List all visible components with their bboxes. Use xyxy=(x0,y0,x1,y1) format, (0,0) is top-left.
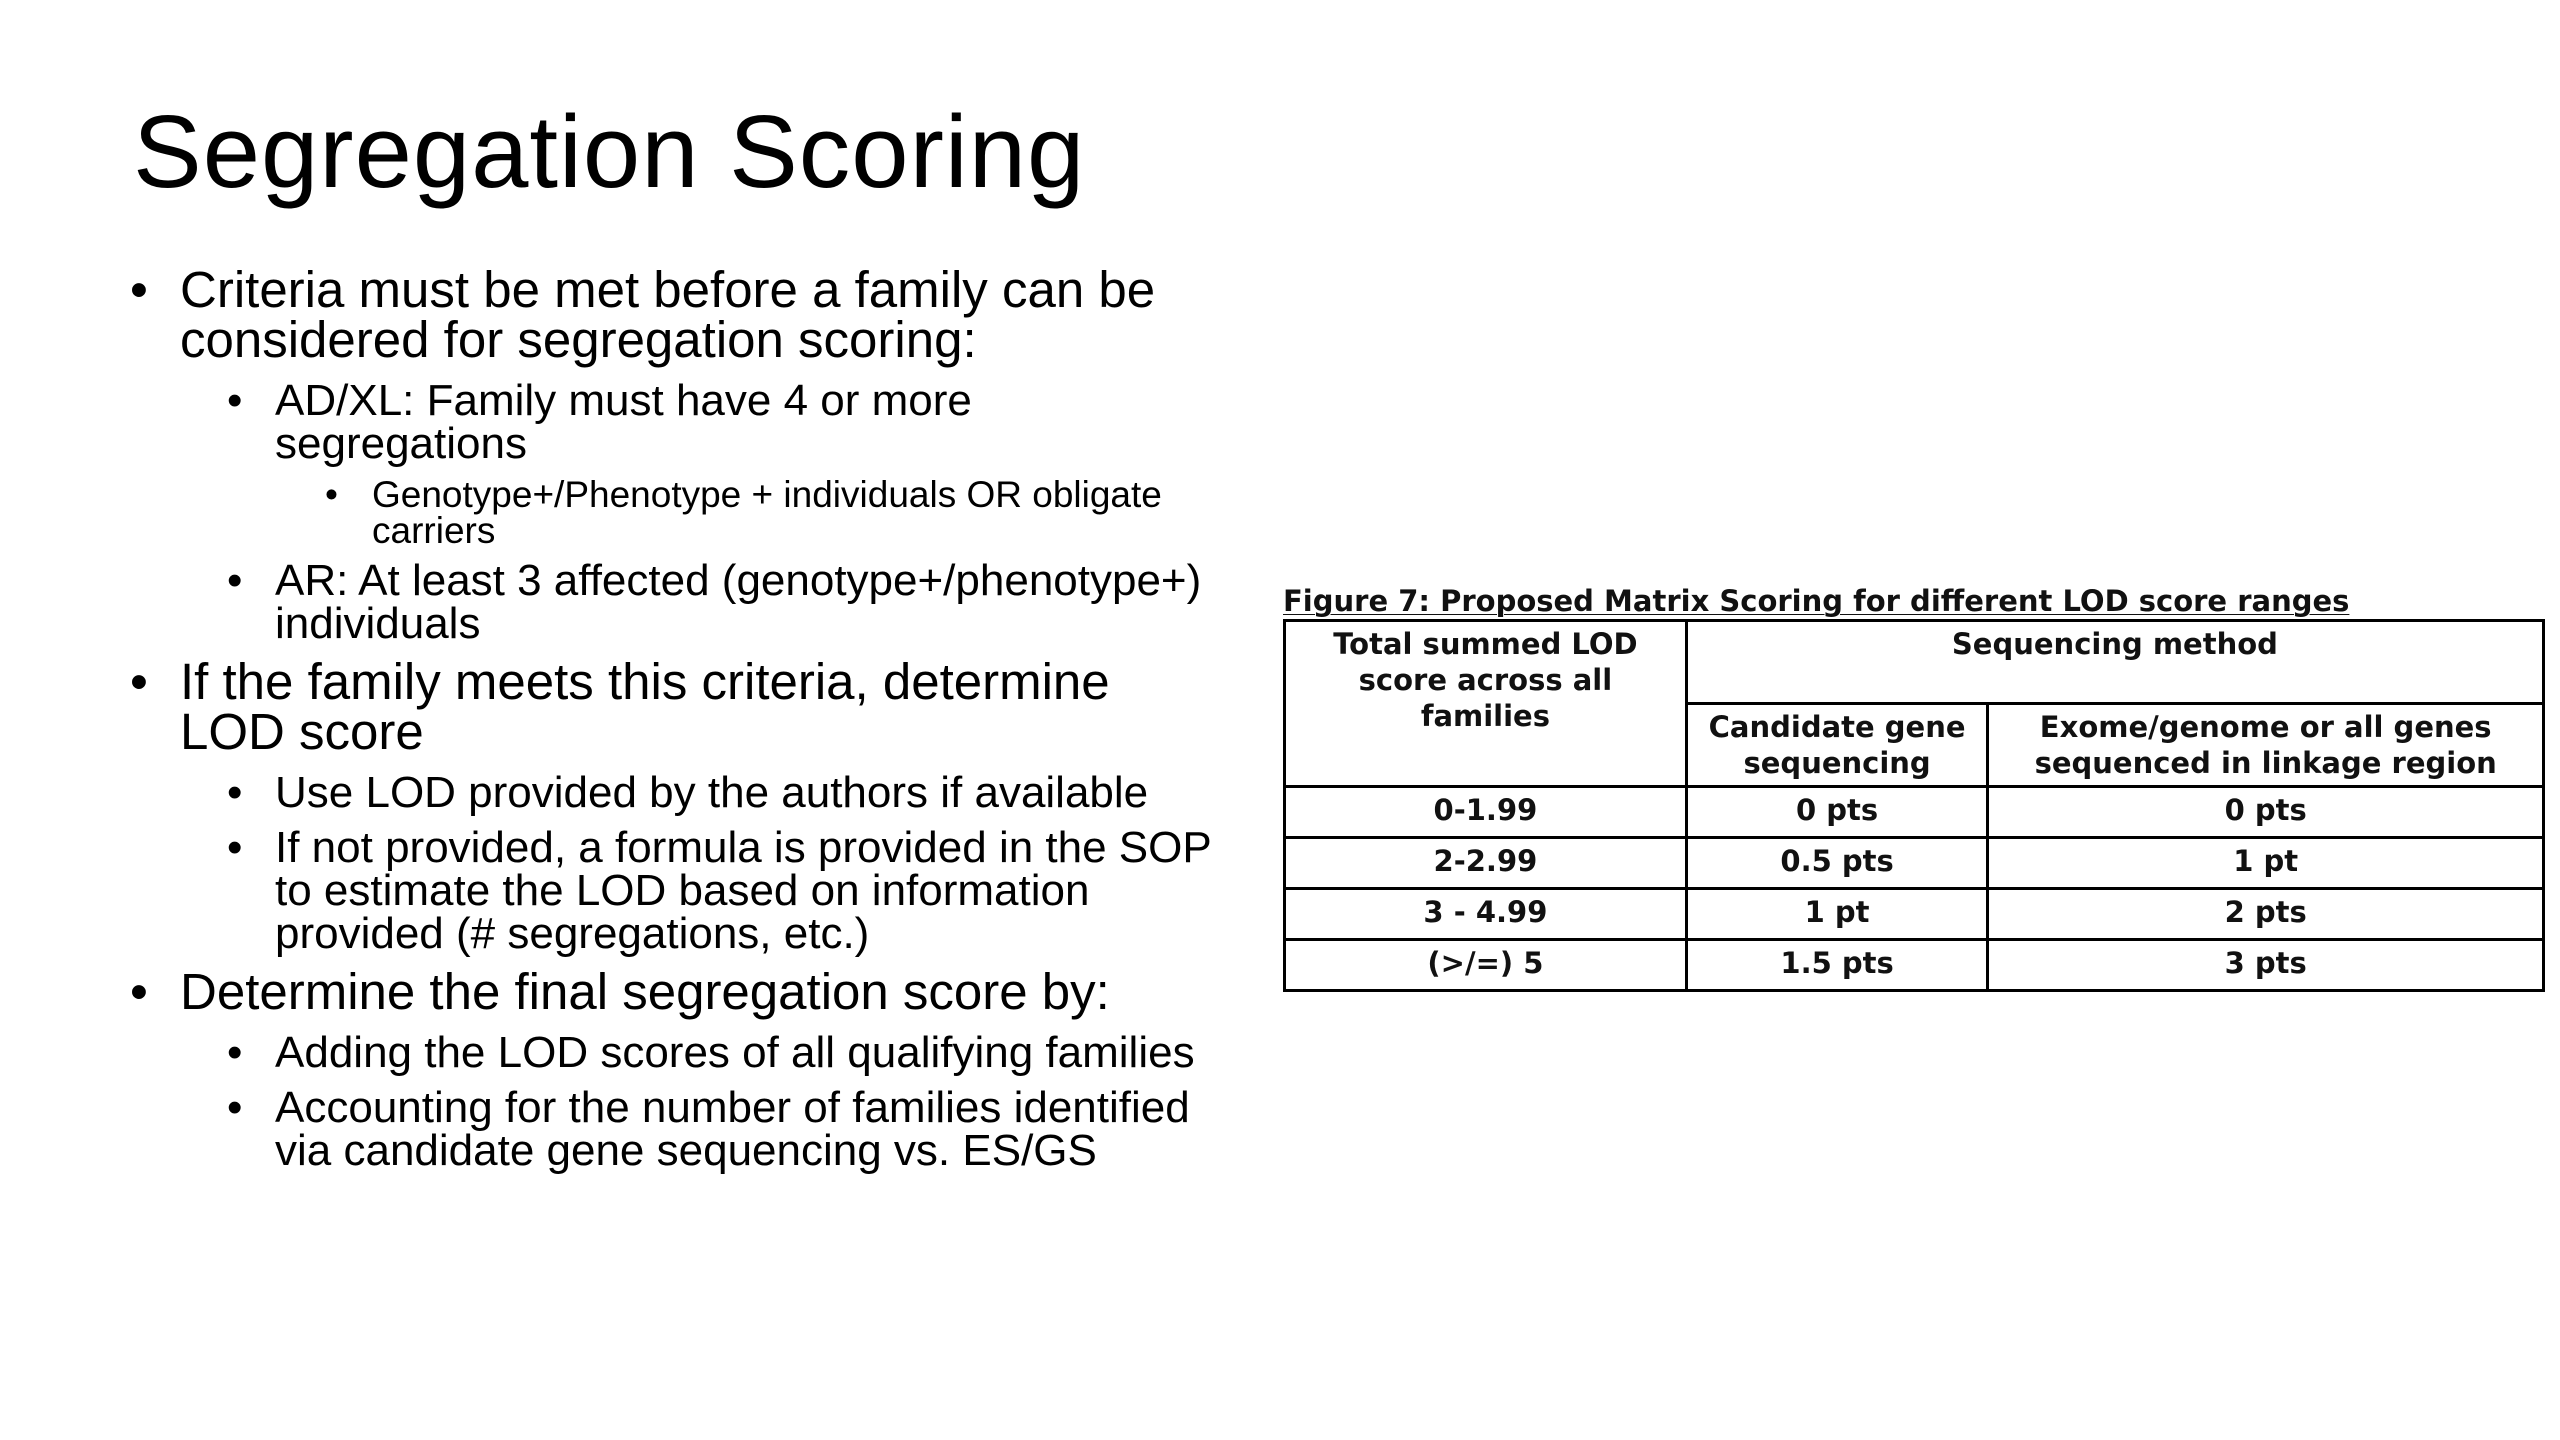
candidate-score-cell: 1.5 pts xyxy=(1686,940,1988,991)
bullet-icon: • xyxy=(130,261,148,318)
bullet-text: Criteria must be met before a family can be considered for segregation scoring: xyxy=(180,261,1156,368)
bullet-text: Accounting for the number of families identified via candidate gene sequencing vs. ES/GS xyxy=(275,1083,1190,1175)
candidate-score-cell: 1 pt xyxy=(1686,889,1988,940)
table-row xyxy=(1285,787,2544,838)
bullet-icon: • xyxy=(325,474,338,515)
exome-score-cell: 1 pt xyxy=(1988,838,2544,889)
bullet-icon: • xyxy=(130,963,148,1020)
exome-score-cell: 2 pts xyxy=(1988,889,2544,940)
bullet-item xyxy=(130,823,1220,958)
bullet-icon: • xyxy=(227,556,243,605)
table-header-row xyxy=(1285,621,2544,704)
bullet-text: Genotype+/Phenotype + individuals OR obligate carriers xyxy=(372,474,1162,551)
lod-range-cell: 3 - 4.99 xyxy=(1285,889,1687,940)
matrix-figure xyxy=(1283,583,2548,992)
bullet-item xyxy=(130,963,1220,1020)
bullet-icon: • xyxy=(227,823,243,872)
lod-range-header: Total summed LOD score across all families xyxy=(1285,621,1687,787)
bullet-text: Use LOD provided by the authors if available xyxy=(275,768,1149,817)
sequencing-method-header: Sequencing method xyxy=(1686,621,2543,704)
bullet-item xyxy=(130,1083,1220,1175)
candidate-score-cell: 0 pts xyxy=(1686,787,1988,838)
bullet-item xyxy=(130,768,1220,817)
bullet-item xyxy=(130,653,1220,760)
exome-score-cell: 0 pts xyxy=(1988,787,2544,838)
bullet-list xyxy=(130,261,1220,1184)
table-row xyxy=(1285,889,2544,940)
lod-range-cell: 0-1.99 xyxy=(1285,787,1687,838)
bullet-icon: • xyxy=(227,376,243,425)
bullet-icon: • xyxy=(227,1028,243,1077)
bullet-text: If not provided, a formula is provided in the SOP to estimate the LOD based on information provided (# segregations, etc.) xyxy=(275,823,1211,958)
lod-range-cell: 2-2.99 xyxy=(1285,838,1687,889)
bullet-item xyxy=(130,474,1220,551)
candidate-score-cell: 0.5 pts xyxy=(1686,838,1988,889)
figure-caption: Figure 7: Proposed Matrix Scoring for different LOD score ranges xyxy=(1283,584,2350,618)
slide-title: Segregation Scoring xyxy=(133,94,1086,209)
bullet-item xyxy=(130,556,1220,648)
exome-genome-header: Exome/genome or all genes sequenced in linkage region xyxy=(1988,704,2544,787)
bullet-text: If the family meets this criteria, determine LOD score xyxy=(180,653,1110,760)
table-row xyxy=(1285,838,2544,889)
bullet-text: AR: At least 3 affected (genotype+/phenotype+) individuals xyxy=(275,556,1202,648)
bullet-icon: • xyxy=(227,1083,243,1132)
candidate-gene-header: Candidate gene sequencing xyxy=(1686,704,1988,787)
bullet-text: Adding the LOD scores of all qualifying families xyxy=(275,1028,1195,1077)
exome-score-cell: 3 pts xyxy=(1988,940,2544,991)
bullet-item xyxy=(130,261,1220,368)
bullet-icon: • xyxy=(227,768,243,817)
scoring-matrix-table xyxy=(1283,619,2545,992)
bullet-item xyxy=(130,1028,1220,1077)
bullet-icon: • xyxy=(130,653,148,710)
bullet-text: Determine the final segregation score by: xyxy=(180,963,1110,1020)
lod-range-cell: (>/=) 5 xyxy=(1285,940,1687,991)
bullet-item xyxy=(130,376,1220,468)
bullet-text: AD/XL: Family must have 4 or more segregations xyxy=(275,376,972,468)
table-row xyxy=(1285,940,2544,991)
